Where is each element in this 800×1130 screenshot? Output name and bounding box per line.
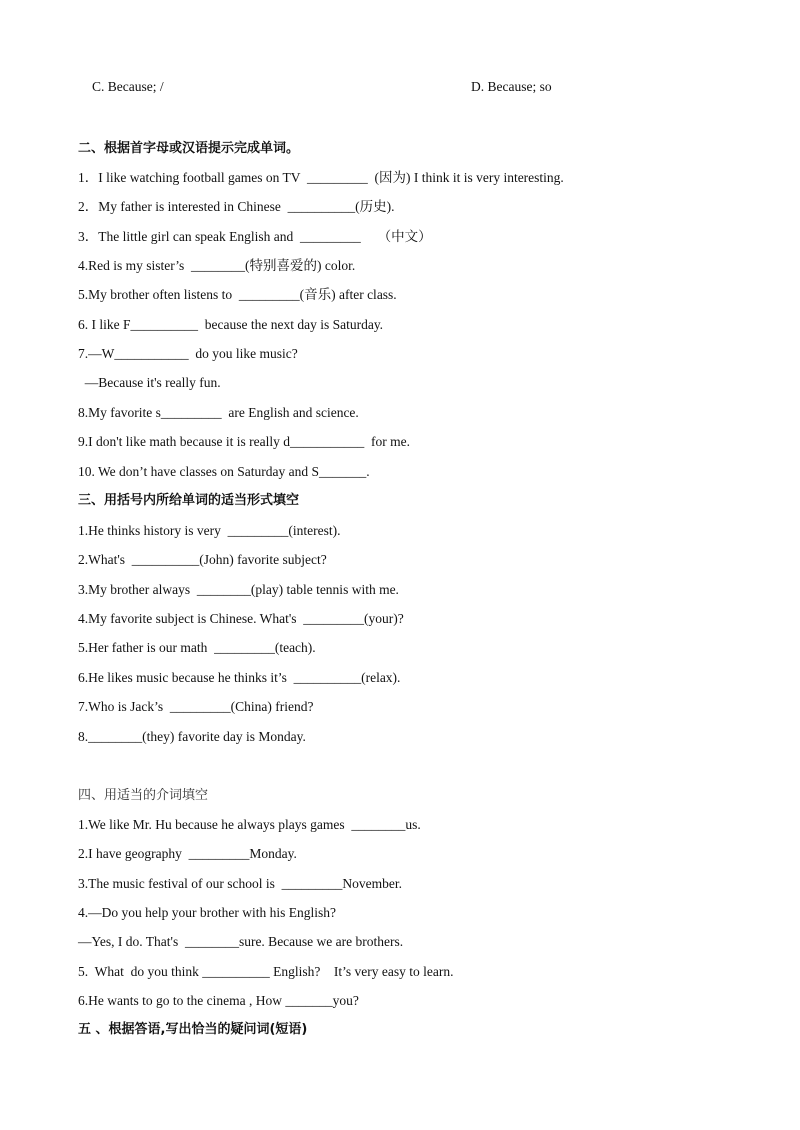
section-4-item: —Yes, I do. That's ________sure. Because we are brothers. bbox=[78, 934, 404, 949]
section-2-heading: 二、根据首字母或汉语提示完成单词。 bbox=[78, 141, 300, 156]
section-2-item: 1．I like watching football games on TV _________ (因为) I think it is very interesting. bbox=[78, 170, 564, 185]
section-4-item: 3.The music festival of our school is _________November. bbox=[78, 876, 402, 891]
section-3-item: 8.________(they) favorite day is Monday. bbox=[78, 729, 306, 744]
section-5-heading: 五 、根据答语,写出恰当的疑问词(短语) bbox=[78, 1022, 308, 1037]
section-3-item: 1.He thinks history is very _________(interest). bbox=[78, 523, 341, 538]
section-3-item: 7.Who is Jack’s _________(China) friend? bbox=[78, 699, 314, 714]
section-4-item: 2.I have geography _________Monday. bbox=[78, 846, 297, 861]
section-2-item: 8.My favorite s_________ are English and science. bbox=[78, 405, 359, 420]
section-3-item: 5.Her father is our math _________(teach). bbox=[78, 640, 316, 655]
section-2-item: 5.My brother often listens to _________(音乐) after class. bbox=[78, 287, 397, 302]
section-2-item: —Because it's really fun. bbox=[78, 375, 221, 390]
section-4-item: 6.He wants to go to the cinema , How _______you? bbox=[78, 993, 359, 1008]
section-2-item: 3．The little girl can speak English and _________ （中文） bbox=[78, 229, 432, 244]
section-4-item: 4.—Do you help your brother with his English? bbox=[78, 905, 336, 920]
section-2-item: 4.Red is my sister’s ________(特别喜爱的) color. bbox=[78, 258, 356, 273]
section-3-item: 2.What's __________(John) favorite subject? bbox=[78, 552, 327, 567]
section-4-item: 5. What do you think __________ English? It’s very easy to learn. bbox=[78, 964, 454, 979]
section-2-item: 10. We don’t have classes on Saturday and S_______. bbox=[78, 464, 370, 479]
section-2-item: 9.I don't like math because it is really d___________ for me. bbox=[78, 434, 410, 449]
section-3-item: 6.He likes music because he thinks it’s __________(relax). bbox=[78, 670, 401, 685]
section-4-item: 1.We like Mr. Hu because he always plays games ________us. bbox=[78, 817, 421, 832]
section-3-item: 4.My favorite subject is Chinese. What's _________(your)? bbox=[78, 611, 404, 626]
section-3-heading: 三、用括号内所给单词的适当形式填空 bbox=[78, 493, 300, 508]
section-2-item: 2．My father is interested in Chinese __________(历史). bbox=[78, 199, 395, 214]
option-c: C. Because; / bbox=[92, 79, 164, 94]
option-d: D. Because; so bbox=[471, 79, 552, 94]
section-2-item: 7.—W___________ do you like music? bbox=[78, 346, 298, 361]
section-2-item: 6. I like F__________ because the next day is Saturday. bbox=[78, 317, 384, 332]
section-3-item: 3.My brother always ________(play) table tennis with me. bbox=[78, 582, 399, 597]
section-4-heading: 四、用适当的介词填空 bbox=[78, 788, 209, 803]
